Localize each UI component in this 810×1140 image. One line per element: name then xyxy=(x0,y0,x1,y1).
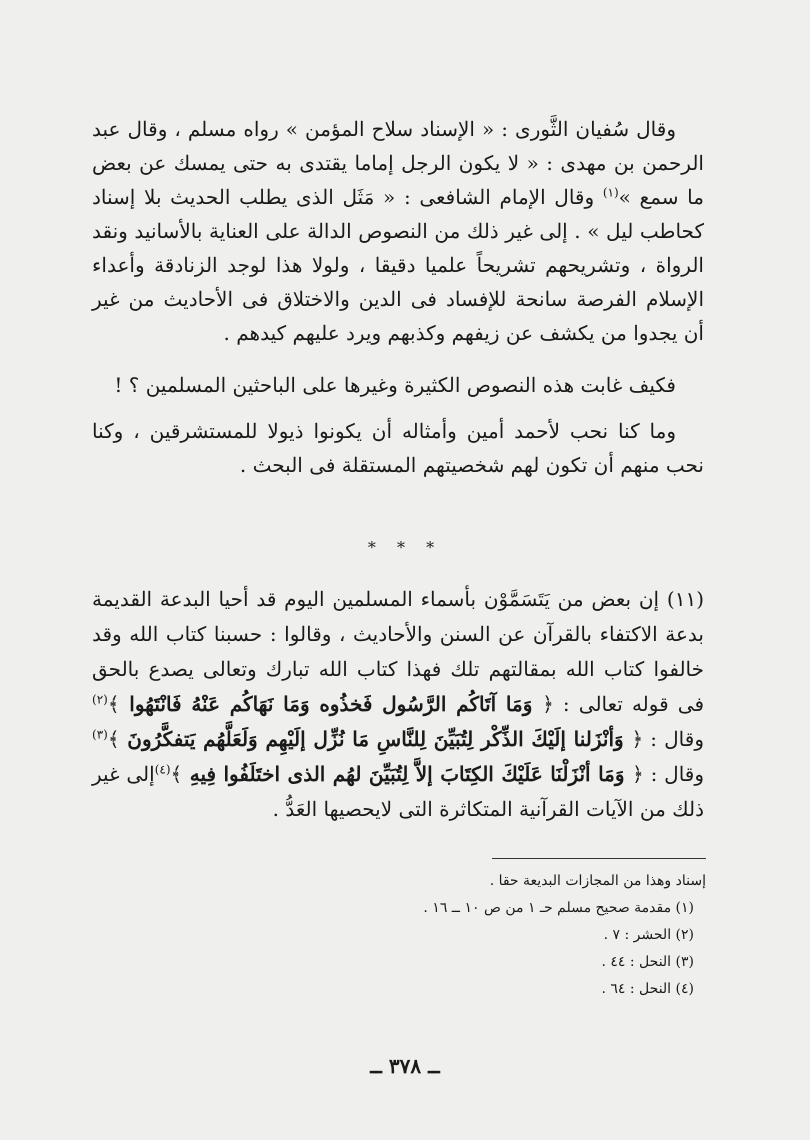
footnote-item: (١) مقدمة صحيح مسلم حـ ١ من ص ١٠ ــ ١٦ . xyxy=(423,900,694,916)
quran-bracket-close: ﴾ xyxy=(170,762,183,786)
footnote-continuation: إسناد وهذا من المجازات البديعة حقا . xyxy=(489,873,706,889)
quran-bracket-open: ﴿ xyxy=(631,727,644,751)
footnote-ref-3: (٣) xyxy=(92,727,108,742)
paragraph-ahmad-amin xyxy=(92,414,704,482)
paragraph-text xyxy=(92,582,704,827)
section-outro: إلى غير ذلك من الآيات القرآنية المتكاثرة التى لايحصيها العَدُّ . xyxy=(92,762,704,821)
footnote-item: (٤) النحل : ٦٤ . xyxy=(601,981,694,997)
paragraph-text-part: وقال الإمام الشافعى : « مَثَل الذى يطلب الحديث بلا إسناد كحاطب ليل » . إلى غير ذلك من النصوص الدالة على العناية بالأسانيد ونقد الرواة ، وتشريحهم تشريحاً علميا دقيقا ، ولولا هذا لوجد الزنادقة وأعداء الإسلام الفرصة سانحة للإفساد فى الدين والاختلاق فى الأحاديث من غير أن يجدوا من يكشف عن زيفهم وكذبهم ويرد عليهم كيدهم . xyxy=(92,185,705,345)
paragraph-question xyxy=(92,368,704,402)
section-intro: (١١) إن بعض من يَتَسَمَّوْن بأسماء المسلمين اليوم قد أحيا البدعة القديمة بدعة الاكتفاء بالقرآن عن السنن والأحاديث ، وقالوا : حسبنا كتاب الله وقد خالفوا كتاب الله بمقالتهم تلك فهذا كتاب الله تبارك وتعالى يصدع بالحق فى قوله تعالى : xyxy=(92,587,704,716)
footnote-ref-1: (١) xyxy=(602,185,619,200)
footnote-divider xyxy=(492,858,706,859)
footnote-ref-4: (٤) xyxy=(154,762,171,777)
paragraph-isnad xyxy=(92,112,704,350)
quran-bracket-open: ﴿ xyxy=(632,762,644,786)
quran-bracket-close: ﴾ xyxy=(107,692,120,716)
quran-verse-nahl-44: وَأنْزَلنا إلَيْكَ الذِّكْر لِتُبَيِّنَ لِلنَّاسِ مَا نُزِّل إلَيْهِم وَلَعَلَّهُم يَتفكَّرُونَ xyxy=(119,727,632,751)
footnote-item: (٢) الحشر : ٧ . xyxy=(603,927,694,943)
connector-text: وقال : xyxy=(643,727,704,751)
footnotes xyxy=(300,868,706,1003)
quran-verse-nahl-64: وَمَا أنْزَلْنَا عَلَيْكَ الكِتَابَ إلاَّ لِتُبَيِّنَ لهُم الذى اختَلَفُوا فِيهِ xyxy=(182,762,632,786)
section-separator: * * * xyxy=(367,538,443,557)
paragraph-text: وما كنا نحب لأحمد أمين وأمثاله أن يكونوا ذيولا للمستشرقين ، وكنا نحب منهم أن تكون لهم شخصيتهم المستقلة فى البحث . xyxy=(92,419,704,477)
paragraph-text xyxy=(92,112,704,350)
paragraph-section-11 xyxy=(92,582,704,827)
quran-verse-hashr: وَمَا آتَاكُم الرَّسُول فَخذُوه وَمَا نَهَاكُم عَنْهُ فَانْتَهُوا xyxy=(119,692,543,716)
quran-bracket-open: ﴿ xyxy=(542,692,554,716)
connector-text: وقال : xyxy=(643,762,705,786)
quran-bracket-close: ﴾ xyxy=(107,727,120,751)
paragraph-text-part: وقال سُفيان الثَّورى : « الإسناد سلاح المؤمن » رواه مسلم ، وقال عبد الرحمن بن مهدى : « لا يكون الرجل إماما يقتدى به حتى يمسك عن بعض ما سمع » xyxy=(92,117,704,209)
page-number: ــ ٣٧٨ ــ xyxy=(370,1054,440,1078)
footnote-ref-2: (٢) xyxy=(92,692,108,707)
footnote-item: (٣) النحل : ٤٤ . xyxy=(601,954,694,970)
paragraph-text: فكيف غابت هذه النصوص الكثيرة وغيرها على الباحثين المسلمين ؟ ! xyxy=(114,373,676,397)
